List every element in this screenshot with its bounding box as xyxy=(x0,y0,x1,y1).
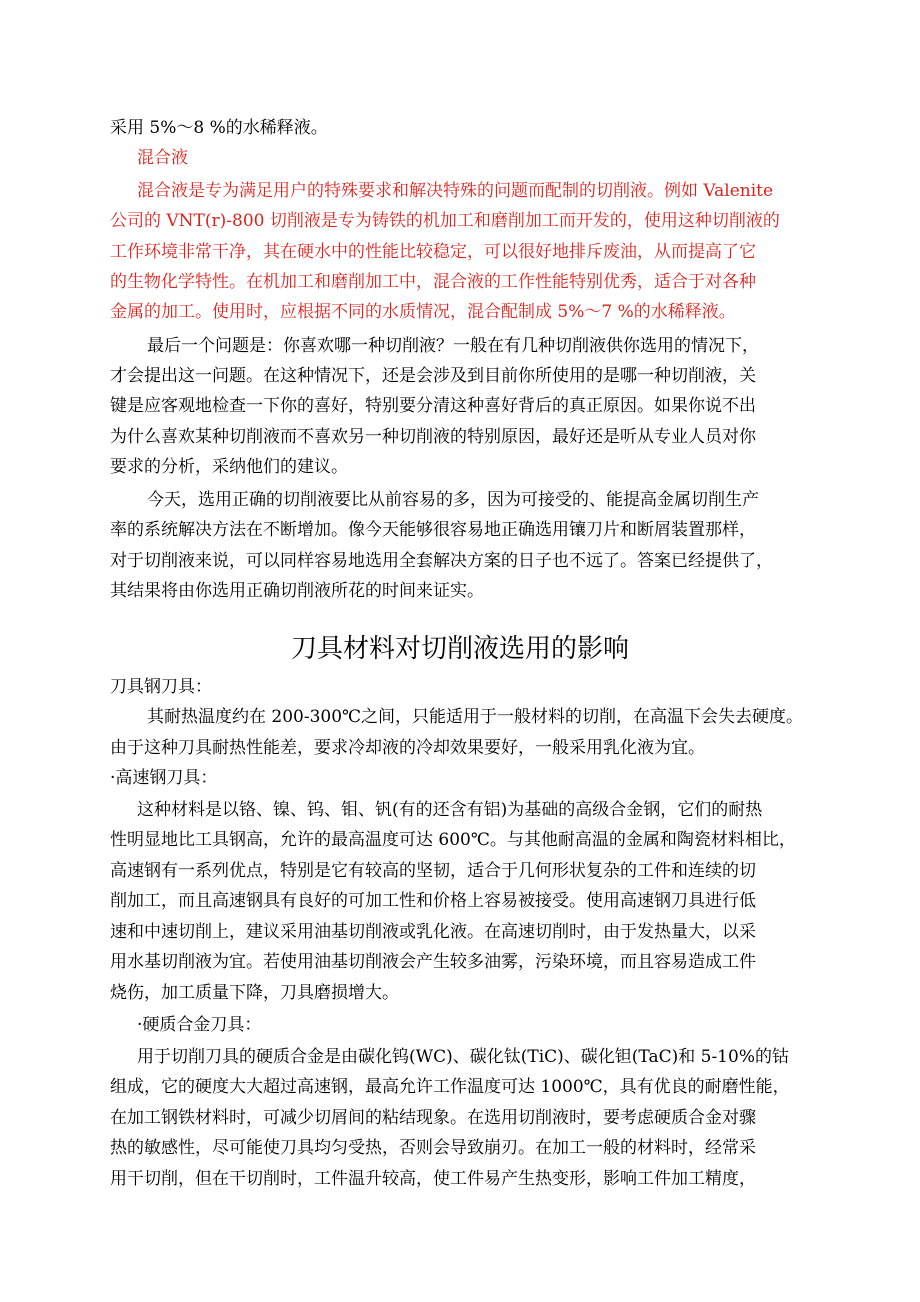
carbide-line: 在加工钢铁材料时，可减少切屑间的粘结现象。在选用切削液时，要考虑硬质合金对骤 xyxy=(110,1108,756,1128)
hss-line: 用水基切削液为宜。若使用油基切削液会产生较多油雾，污染环境，而且容易造成工件 xyxy=(110,952,756,972)
last-question-line: 要求的分析，采纳他们的建议。 xyxy=(110,457,348,477)
carbide-line: 用于切削刀具的硬质合金是由碳化钨(WC)、碳化钛(TiC)、碳化钽(TaC)和 5-10%的钴 xyxy=(137,1047,789,1067)
hss-line: 烧伤，加工质量下降，刀具磨损增大。 xyxy=(110,983,399,1003)
carbide-line: 用干切削，但在干切削时，工件温升较高，使工件易产生热变形，影响工件加工精度， xyxy=(110,1169,756,1189)
last-question-line: 才会提出这一问题。在这种情况下，还是会涉及到目前你所使用的是哪一种切削液，关 xyxy=(110,366,756,386)
paragraph-line: 采用 5%～8 %的水稀释液。 xyxy=(110,118,328,138)
tool-steel-line: 其耐热温度约在 200-300℃之间，只能适用于一般材料的切削，在高温下会失去硬度。 xyxy=(147,707,804,727)
mixed-liquid-line: 混合液是专为满足用户的特殊要求和解决特殊的问题而配制的切削液。例如 Valenite xyxy=(137,181,774,201)
mixed-liquid-heading: 混合液 xyxy=(137,148,188,168)
carbide-line: 组成，它的硬度大大超过高速钢，最高允许工作温度可达 1000℃，具有优良的耐磨性能， xyxy=(110,1077,790,1097)
section-title: 刀具材料对切削液选用的影响 xyxy=(290,634,629,664)
today-line: 对于切削液来说，可以同样容易地选用全套解决方案的日子也不远了。答案已经提供了， xyxy=(110,551,773,571)
today-line: 其结果将由你选用正确切削液所花的时间来证实。 xyxy=(110,581,484,601)
hss-line: 速和中速切削上，建议采用油基切削液或乳化液。在高速切削时，由于发热量大，以采 xyxy=(110,922,756,942)
hss-heading: ·高速钢刀具： xyxy=(110,768,218,788)
today-line: 今天，选用正确的切削液要比从前容易的多，因为可接受的、能提高金属切削生产 xyxy=(147,490,759,510)
last-question-line: 最后一个问题是：你喜欢哪一种切削液？一般在有几种切削液供你选用的情况下， xyxy=(147,336,759,356)
hss-line: 这种材料是以铬、镍、钨、钼、钒(有的还含有铝)为基础的高级合金钢，它们的耐热 xyxy=(137,800,763,820)
tool-steel-line: 由于这种刀具耐热性能差，要求冷却液的冷却效果要好，一般采用乳化液为宜。 xyxy=(110,738,705,758)
tool-steel-heading: 刀具钢刀具： xyxy=(110,677,212,697)
mixed-liquid-line: 公司的 VNT(r)-800 切削液是专为铸铁的机加工和磨削加工而开发的，使用这种切削液的 xyxy=(110,211,780,231)
mixed-liquid-line: 金属的加工。使用时，应根据不同的水质情况，混合配制成 5%～7 %的水稀释液。 xyxy=(110,302,736,322)
hss-line: 性明显地比工具钢高，允许的最高温度可达 600℃。与其他耐高温的金属和陶瓷材料相比， xyxy=(110,830,796,850)
hss-line: 削加工，而且高速钢具有良好的可加工性和价格上容易被接受。使用高速钢刀具进行低 xyxy=(110,891,756,911)
mixed-liquid-line: 的生物化学特性。在机加工和磨削加工中，混合液的工作性能特别优秀，适合于对各种 xyxy=(110,272,756,292)
hss-line: 高速钢有一系列优点，特别是它有较高的坚韧，适合于几何形状复杂的工件和连续的切 xyxy=(110,861,756,881)
last-question-line: 为什么喜欢某种切削液而不喜欢另一种切削液的特别原因，最好还是听从专业人员对你 xyxy=(110,427,756,447)
carbide-line: 热的敏感性，尽可能使刀具均匀受热，否则会导致崩刃。在加工一般的材料时，经常采 xyxy=(110,1138,756,1158)
mixed-liquid-line: 工作环境非常干净，其在硬水中的性能比较稳定，可以很好地排斥废油，从而提高了它 xyxy=(110,242,756,262)
last-question-line: 键是应客观地检查一下你的喜好，特别要分清这种喜好背后的真正原因。如果你说不出 xyxy=(110,396,756,416)
carbide-heading: ·硬质合金刀具： xyxy=(137,1015,262,1035)
today-line: 率的系统解决方法在不断增加。像今天能够很容易地正确选用镶刀片和断屑装置那样， xyxy=(110,520,756,540)
